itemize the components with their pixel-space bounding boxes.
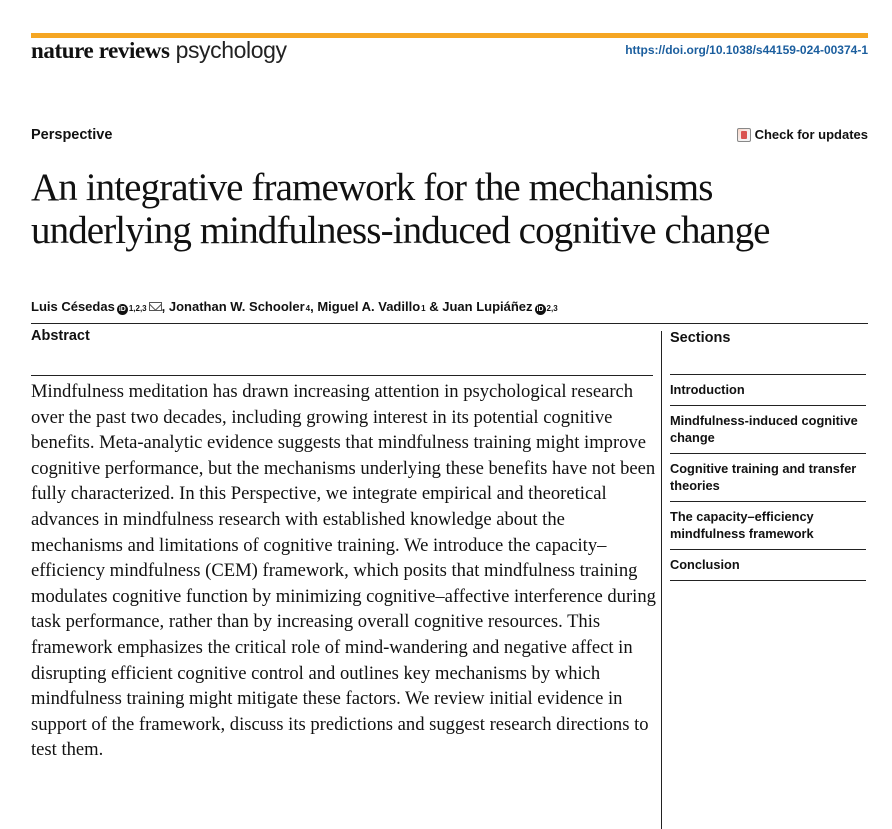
author-separator: ,	[310, 299, 318, 314]
section-link-cognitive-training-transfer[interactable]: Cognitive training and transfer theories	[670, 454, 866, 502]
abstract-text: Mindfulness meditation has drawn increasing attention in psychological research over the past two decades, including growing interest in its potential cognitive benefits. Meta-analytic evidence suggests that mindfulness training might improve cognitive performance, but the mechanisms underlying these benefits have not been fully characterized. In this Perspective, we integrate empirical and theoretical advances in mindfulness research with established knowledge about the mechanisms and limitations of cognitive training. We introduce the capacity–efficiency mindfulness (CEM) framework, which posits that mindfulness training modulates cognitive function by minimizing cognitive–affective interference during task performance, rather than by increasing overall cognitive resources. This framework emphasizes the critical role of mind-wandering and negative affect in disrupting efficient cognitive control and outlines key mechanisms by which mindfulness training might mitigate these factors. We review initial evidence in support of the framework, discuss its predictions and suggest research directions to test them.	[31, 381, 656, 761]
author-name[interactable]: Jonathan W. Schooler	[168, 299, 305, 314]
sections-heading: Sections	[670, 330, 866, 375]
section-link-mindfulness-induced-cognitive-change[interactable]: Mindfulness-induced cognitive change	[670, 406, 866, 454]
doi-link[interactable]: https://doi.org/10.1038/s44159-024-00374-1	[625, 43, 868, 57]
abstract-heading: Abstract	[31, 328, 90, 344]
author-affiliations: 4	[305, 304, 311, 313]
author-affiliations: 1	[421, 304, 426, 313]
journal-name-bold: nature reviews	[31, 38, 170, 63]
author-affiliations: 1,2,3	[128, 304, 147, 313]
author-name[interactable]: Miguel A. Vadillo	[317, 299, 421, 314]
author[interactable]	[169, 299, 310, 314]
author[interactable]	[442, 299, 557, 315]
divider	[31, 375, 653, 376]
author[interactable]	[317, 299, 425, 314]
check-for-updates-label: Check for updates	[754, 127, 868, 142]
author-name[interactable]: Luis Césedas	[31, 299, 115, 314]
sections-nav	[670, 330, 866, 581]
author-name[interactable]: Juan Lupiáñez	[442, 299, 533, 314]
author-separator: ,	[161, 299, 169, 314]
journal-name-light: psychology	[175, 37, 287, 63]
section-link-conclusion[interactable]: Conclusion	[670, 550, 866, 581]
orcid-icon[interactable]: iD	[118, 306, 126, 313]
check-for-updates-button[interactable]	[737, 127, 868, 142]
orcid-icon[interactable]: iD	[536, 306, 544, 313]
divider	[31, 323, 868, 324]
journal-logo[interactable]	[31, 37, 287, 64]
title-line: underlying mindfulness-induced cognitive change	[31, 209, 770, 252]
author-affiliations: 2,3	[546, 304, 558, 313]
article-type: Perspective	[31, 127, 113, 143]
author-list	[31, 299, 558, 315]
section-link-introduction[interactable]: Introduction	[670, 375, 866, 406]
title-line: An integrative framework for the mechanisms	[31, 166, 713, 209]
author-separator: &	[425, 299, 443, 314]
check-for-updates-icon	[737, 128, 751, 142]
email-icon[interactable]	[149, 302, 162, 311]
author[interactable]	[31, 299, 162, 315]
article-title	[31, 166, 881, 252]
column-divider	[661, 331, 662, 829]
section-link-capacity-efficiency-framework[interactable]: The capacity–efficiency mindfulness framework	[670, 502, 866, 550]
